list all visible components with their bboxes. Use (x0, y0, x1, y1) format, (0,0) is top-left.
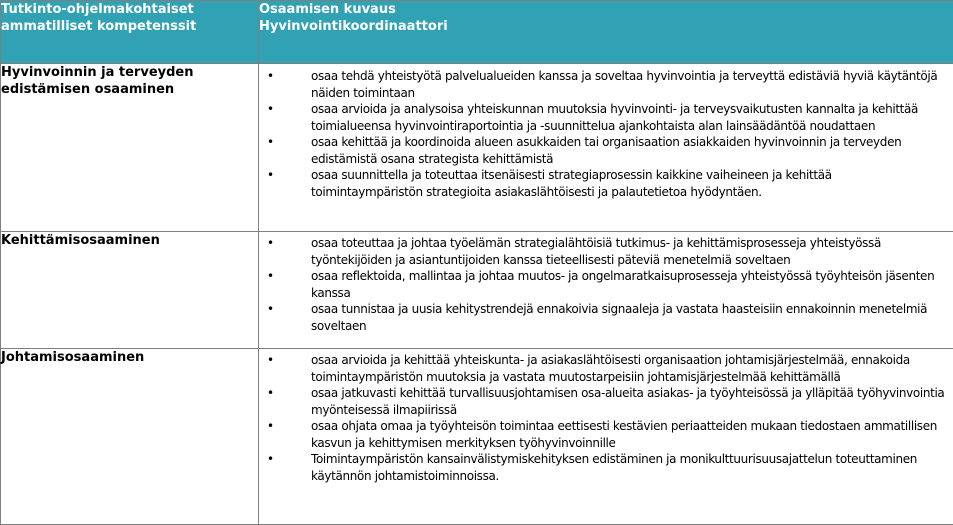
list-item-text: osaa suunnittella ja toteuttaa itsenäisesti strategiaprosessin kaikkine vaiheineen ja kehittää toimintaympäristön strategioita asiakaslähtöisesti ja palautetietoa hyödyntäen. (311, 168, 832, 199)
list-item (259, 167, 953, 200)
competence-description (259, 64, 953, 232)
bullet-icon: • (267, 69, 275, 83)
list-item (259, 268, 953, 301)
header-description-line1: Osaamisen kuvaus (259, 2, 396, 17)
bullet-icon: • (267, 353, 275, 367)
competence-category: Johtamisosaaminen (1, 349, 259, 525)
description-list (259, 64, 953, 200)
header-description-line2: Hyvinvointikoordinaattori (259, 19, 448, 34)
list-item-text: osaa tunnistaa ja uusia kehitystrendejä ennakoivia signaaleja ja vastata haasteisiin ennakoinnin menetelmiä soveltaen (311, 302, 928, 333)
bullet-icon: • (267, 135, 275, 149)
list-item (259, 418, 953, 451)
list-item (259, 352, 953, 385)
competence-description (259, 232, 953, 349)
table-row (1, 232, 953, 349)
description-list (259, 349, 953, 484)
bullet-icon: • (267, 269, 275, 283)
table-row (1, 349, 953, 525)
list-item-text: osaa jatkuvasti kehittää turvallisuusjohtamisen osa-alueita asiakas- ja työyhteisössä ja ylläpitää työhyvinvointia myönteisessä ilmapiirissä (311, 386, 945, 417)
list-item-text: osaa kehittää ja koordinoida alueen asukkaiden tai organisaation asiakkaiden hyvinvoinnin ja terveyden edistämistä osana strategista kehittämistä (311, 135, 902, 166)
bullet-icon: • (267, 236, 275, 250)
header-competences-line2: ammatilliset kompetenssit (1, 19, 197, 34)
bullet-icon: • (267, 419, 275, 433)
list-item (259, 235, 953, 268)
header-competences-line1: Tutkinto-ohjelmakohtaiset (1, 2, 194, 17)
bullet-icon: • (267, 302, 275, 316)
description-list (259, 232, 953, 334)
header-row (1, 1, 953, 64)
table-row (1, 64, 953, 232)
list-item (259, 385, 953, 418)
list-item-text: Toimintaympäristön kansainvälistymiskehityksen edistäminen ja monikulttuurisuusajattelun toteuttaminen käytännön johtamistoiminnoissa. (311, 452, 918, 483)
bullet-icon: • (267, 386, 275, 400)
header-competences (1, 1, 259, 64)
list-item-text: osaa reflektoida, mallintaa ja johtaa muutos- ja ongelmaratkaisuprosesseja yhteistyössä työyhteisön jäsenten kanssa (311, 269, 935, 300)
list-item-text: osaa arvioida ja kehittää yhteiskunta- ja asiakaslähtöisesti organisaation johtamisjärjestelmää, ennakoida toimintaympäristön muutoksia ja vastata muutostarpeisiin johtamisjärjestelmää kehittämällä (311, 353, 910, 384)
list-item (259, 68, 953, 101)
header-description (259, 1, 953, 64)
competence-category: Hyvinvoinnin ja terveyden edistämisen osaaminen (1, 64, 259, 232)
bullet-icon: • (267, 452, 275, 466)
list-item (259, 134, 953, 167)
list-item (259, 301, 953, 334)
list-item (259, 101, 953, 134)
list-item-text: osaa tehdä yhteistyötä palvelualueiden kanssa ja soveltaa hyvinvointia ja terveyttä edistäviä hyviä käytäntöjä näiden toimintaan (311, 69, 938, 100)
competence-description (259, 349, 953, 525)
bullet-icon: • (267, 168, 275, 182)
list-item-text: osaa arvioida ja analysoisa yhteiskunnan muutoksia hyvinvointi- ja terveysvaikutusten kannalta ja kehittää toimialueensa hyvinvointiraportointia ja -suunnittelua ajankohtaista alan lainsäädäntöä noudattaen (311, 102, 919, 133)
list-item-text: osaa toteuttaa ja johtaa työelämän strategialähtöisiä tutkimus- ja kehittämisprosesseja yhteistyössä työntekijöiden ja asiantuntijoiden kanssa tieteellisesti päteviä menetelmiä soveltaen (311, 236, 881, 267)
list-item-text: osaa ohjata omaa ja työyhteisön toimintaa eettisesti kestävien periaatteiden mukaan tiedostaen ammatillisen kasvun ja kehittymisen merkityksen työhyvinvoinnille (311, 419, 938, 450)
bullet-icon: • (267, 102, 275, 116)
competence-category: Kehittämisosaaminen (1, 232, 259, 349)
list-item (259, 451, 953, 484)
